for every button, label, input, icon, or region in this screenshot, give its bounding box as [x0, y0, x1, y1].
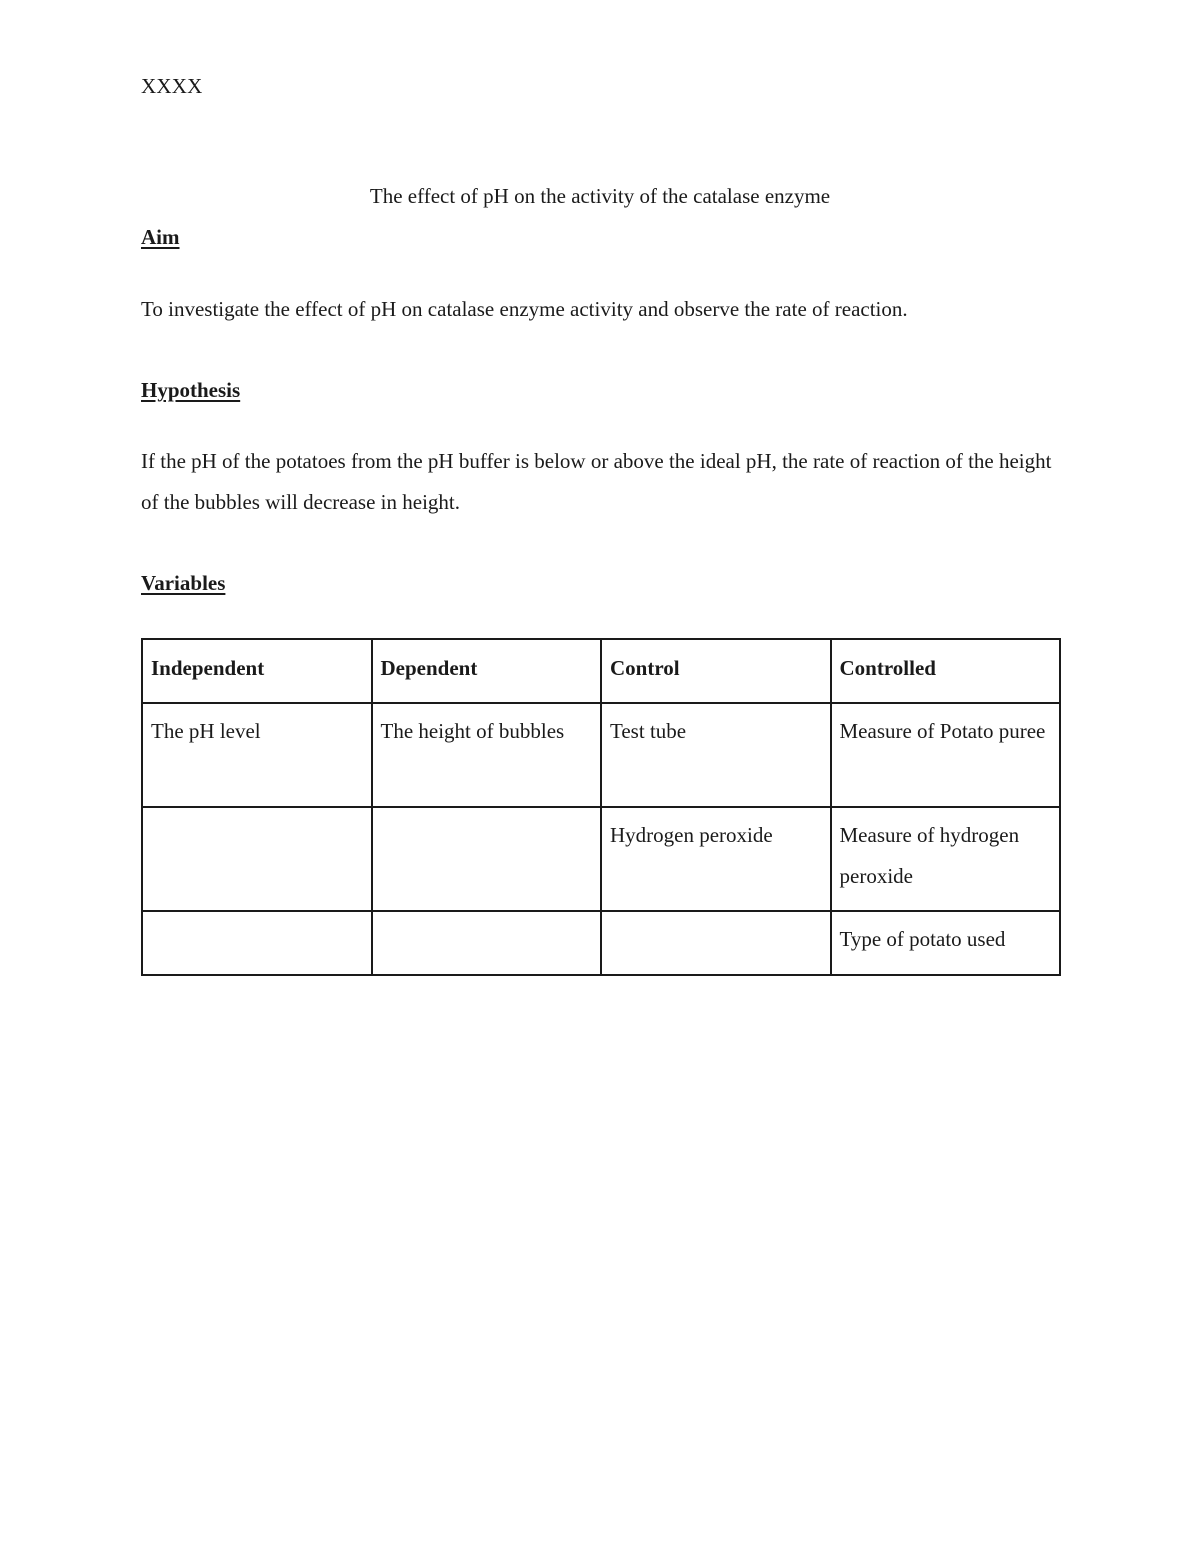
variables-heading: Variables: [141, 571, 226, 595]
table-cell: The pH level: [142, 703, 372, 807]
table-row: [142, 807, 1060, 911]
table-cell: Measure of Potato puree: [831, 703, 1061, 807]
variables-table: [141, 638, 1061, 976]
aim-heading: Aim: [141, 225, 180, 249]
document-title: The effect of pH on the activity of the catalase enzyme: [369, 184, 831, 208]
hypothesis-text: If the pH of the potatoes from the pH buffer is below or above the ideal pH, the rate of reaction of the height of the bubbles will decrease in height.: [141, 449, 1052, 514]
table-header-row: [142, 639, 1060, 703]
page-header: XXXX: [141, 74, 203, 98]
header-dependent: Dependent: [372, 639, 602, 703]
table-cell: The height of bubbles: [372, 703, 602, 807]
header-independent: Independent: [142, 639, 372, 703]
table-cell: Hydrogen peroxide: [601, 807, 831, 911]
table-cell: Type of potato used: [831, 911, 1061, 975]
table-cell: [142, 911, 372, 975]
hypothesis-heading: Hypothesis: [141, 378, 241, 402]
table-row: [142, 911, 1060, 975]
table-cell: Test tube: [601, 703, 831, 807]
header-control: Control: [601, 639, 831, 703]
table-cell: [372, 911, 602, 975]
table-cell: [601, 911, 831, 975]
header-controlled: Controlled: [831, 639, 1061, 703]
table-cell: Measure of hydrogen peroxide: [831, 807, 1061, 911]
aim-text: To investigate the effect of pH on catalase enzyme activity and observe the rate of reaction.: [141, 297, 908, 321]
table-cell: [142, 807, 372, 911]
table-cell: [372, 807, 602, 911]
table-row: [142, 703, 1060, 807]
